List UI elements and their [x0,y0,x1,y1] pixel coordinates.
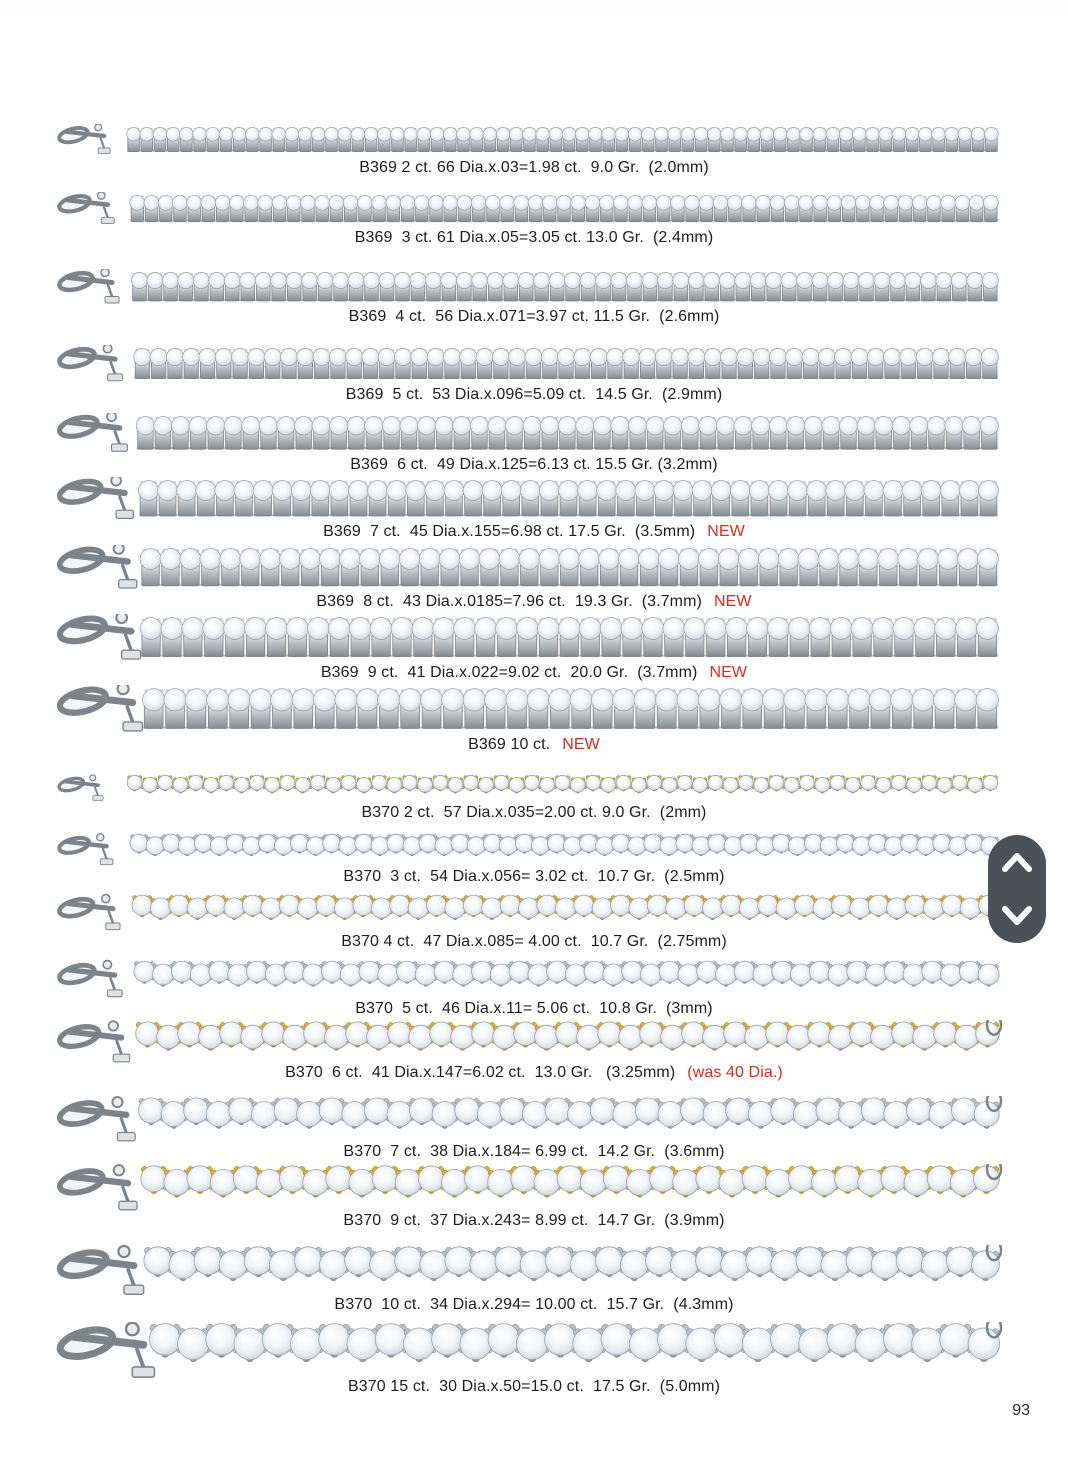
bracelet-caption-line [0,803,1068,822]
page-number: 93 [1012,1402,1030,1419]
bracelet-caption: B370 5 ct. 46 Dia.x.11= 5.06 ct. 10.8 Gr. (3mm) [355,1000,713,1017]
bracelet-caption-line [0,932,1068,951]
bracelet-caption: B369 3 ct. 61 Dia.x.05=3.05 ct. 13.0 Gr. (2.4mm) [354,229,714,246]
bracelet-caption: B370 6 ct. 41 Dia.x.147=6.02 ct. 13.0 Gr. (3.25mm) [285,1064,676,1081]
scroll-widget [988,835,1046,943]
bracelet-caption-line [0,1377,1068,1396]
bracelet-caption-line [0,307,1068,326]
bracelet-caption-line [0,663,1068,682]
bracelet-caption-line [0,1211,1068,1230]
scroll-up-button[interactable] [988,835,1046,889]
bracelet-caption: B370 7 ct. 38 Dia.x.184= 6.99 ct. 14.2 Gr. (3.6mm) [343,1143,725,1160]
bracelet-caption: B369 5 ct. 53 Dia.x.096=5.09 ct. 14.5 Gr. (2.9mm) [345,386,723,403]
bracelet-caption: B369 10 ct. [468,736,551,753]
bracelet-note: (was 40 Dia.) [687,1064,783,1081]
bracelet-caption: B370 3 ct. 54 Dia.x.056= 3.02 ct. 10.7 Gr. (2.5mm) [343,868,725,885]
bracelet-caption: B370 4 ct. 47 Dia.x.085= 4.00 ct. 10.7 Gr. (2.75mm) [341,933,727,950]
bracelet-caption-line [0,455,1068,474]
bracelet-caption: B369 7 ct. 45 Dia.x.155=6.98 ct. 17.5 Gr. (3.5mm) [323,523,696,540]
chevron-down-icon [997,902,1037,930]
bracelet-caption-line [0,228,1068,247]
bracelet-note: NEW [713,593,752,610]
bracelet-caption: B369 4 ct. 56 Dia.x.071=3.97 ct. 11.5 Gr. (2.6mm) [348,308,720,325]
bracelet-caption: B369 8 ct. 43 Dia.x.0185=7.96 ct. 19.3 Gr. (3.7mm) [316,593,702,610]
bracelet-caption: B369 2 ct. 66 Dia.x.03=1.98 ct. 9.0 Gr. (2.0mm) [359,159,709,176]
bracelet-caption: B370 2 ct. 57 Dia.x.035=2.00 ct. 9.0 Gr. (2mm) [361,804,707,821]
bracelet-caption-line [0,999,1068,1018]
bracelet-caption: B369 6 ct. 49 Dia.x.125=6.13 ct. 15.5 Gr. (3.2mm) [350,456,718,473]
bracelet-caption-line [0,385,1068,404]
bracelet-caption-line [0,522,1068,541]
bracelet-note: NEW [709,664,748,681]
bracelet-caption: B370 9 ct. 37 Dia.x.243= 8.99 ct. 14.7 Gr. (3.9mm) [343,1212,725,1229]
chevron-up-icon [997,848,1037,876]
bracelet-note: NEW [707,523,745,540]
bracelet-caption-line [0,1142,1068,1161]
bracelet-caption-line [0,867,1068,886]
bracelet-caption: B370 10 ct. 34 Dia.x.294= 10.00 ct. 15.7 Gr. (4.3mm) [334,1296,734,1313]
bracelet-caption: B370 15 ct. 30 Dia.x.50=15.0 ct. 17.5 Gr. (5.0mm) [347,1378,721,1395]
bracelet-caption-line [0,735,1068,754]
bracelet-caption-line [0,592,1068,611]
bracelet-note: NEW [562,736,600,753]
bracelet-caption-line [0,1295,1068,1314]
bracelet-caption: B369 9 ct. 41 Dia.x.022=9.02 ct. 20.0 Gr. (3.7mm) [320,664,698,681]
bracelet-caption-line [0,158,1068,177]
bracelet-caption-line [0,1063,1068,1082]
scroll-down-button[interactable] [988,889,1046,943]
